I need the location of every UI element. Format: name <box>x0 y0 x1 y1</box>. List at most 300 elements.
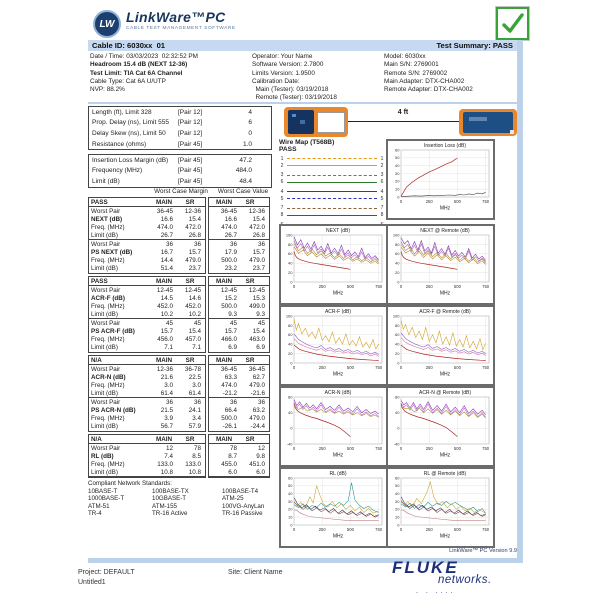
result-table <box>88 276 270 353</box>
svg-text:0: 0 <box>397 360 400 366</box>
value-cell: 0 <box>248 129 252 137</box>
value-cell: -26.1 <box>222 423 237 431</box>
svg-text:40: 40 <box>288 410 293 416</box>
divider <box>88 102 517 104</box>
table-row <box>89 344 205 352</box>
row-label: Worst Pair <box>91 286 121 294</box>
margin-box <box>88 355 206 432</box>
svg-text:20: 20 <box>288 270 293 275</box>
value-cell: 36 <box>193 241 201 249</box>
col-header: SR <box>185 277 195 285</box>
svg-text:750: 750 <box>482 284 490 289</box>
logo-name: LinkWare™PC <box>126 9 226 25</box>
wiremap-row <box>279 155 385 162</box>
svg-text:250: 250 <box>425 365 433 370</box>
pin-number: 6 <box>380 179 384 185</box>
value-cell: 61.4 <box>160 389 173 397</box>
svg-text:0: 0 <box>290 360 293 366</box>
svg-text:750: 750 <box>482 446 490 451</box>
value-cell: 45 <box>193 320 201 328</box>
value-cell: 463.0 <box>249 336 265 344</box>
table-header-row <box>89 198 205 207</box>
standard-item: 100BASE-TX <box>152 488 189 495</box>
value-cell: 8.7 <box>228 452 237 460</box>
value-cell: 479.0 <box>249 381 265 389</box>
value-cell: 499.0 <box>249 302 265 310</box>
svg-text:500: 500 <box>453 365 461 370</box>
table-row <box>209 302 269 310</box>
row-label: Limit (dB) <box>91 423 118 431</box>
fluke-logo-text: FLUKE <box>392 558 459 577</box>
row-label: Delay Skew (ns), Limit 50 <box>92 129 166 137</box>
chart-rl-remote <box>386 467 495 548</box>
svg-text:750: 750 <box>482 365 490 370</box>
main-tester-graphic <box>284 107 348 137</box>
cable-link-line <box>348 121 459 122</box>
logo-tagline: CABLE TEST MANAGEMENT SOFTWARE <box>126 26 236 31</box>
value-cell: 8.5 <box>192 452 201 460</box>
value-cell: 63.2 <box>252 407 265 415</box>
col-header: MAIN <box>155 356 173 364</box>
value-cell: 45 <box>229 320 237 328</box>
table-row <box>209 294 269 302</box>
value-box <box>208 355 270 432</box>
svg-text:40: 40 <box>395 260 400 266</box>
row-label: Insertion Loss Margin (dB) <box>92 156 169 164</box>
svg-text:30: 30 <box>395 170 400 176</box>
pin-number: 1 <box>380 155 384 162</box>
wire-line <box>287 182 377 183</box>
col-header: MAIN <box>215 277 233 285</box>
svg-text:750: 750 <box>375 446 383 451</box>
table-header-row <box>89 356 205 365</box>
table-row <box>209 215 269 223</box>
col-header: SR <box>185 356 195 364</box>
table-row <box>89 215 205 223</box>
wiremap-row <box>279 172 385 179</box>
info-line: Model: 6030xx <box>384 53 426 60</box>
svg-text:40: 40 <box>395 410 400 416</box>
svg-text:10: 10 <box>288 514 293 520</box>
svg-text:40: 40 <box>288 341 293 347</box>
col-header: MAIN <box>215 356 233 364</box>
main-tester-key <box>292 114 296 117</box>
table-row <box>89 107 271 118</box>
logo-text <box>126 10 236 31</box>
svg-text:NEXT @ Remote (dB): NEXT @ Remote (dB) <box>420 228 470 234</box>
value-cell: 3.4 <box>192 415 201 423</box>
main-tester-key <box>300 120 305 124</box>
table-row <box>89 257 205 265</box>
value-cell: 451.0 <box>249 460 265 468</box>
value-cell: 10.2 <box>188 310 201 318</box>
table-row <box>89 286 205 294</box>
value-cell: 36-78 <box>184 365 201 373</box>
svg-text:250: 250 <box>425 446 433 451</box>
table-row <box>89 365 205 373</box>
standards-grid <box>88 488 284 517</box>
svg-text:MHz: MHz <box>332 452 344 459</box>
wire-line <box>287 158 377 159</box>
svg-text:100: 100 <box>392 232 400 238</box>
chart-next <box>279 224 388 305</box>
value-cell: 66.4 <box>224 407 237 415</box>
remote-tester-led <box>510 130 514 134</box>
result-table <box>88 355 270 432</box>
svg-text:0: 0 <box>290 522 293 528</box>
col-header: SR <box>245 198 255 206</box>
value-cell: 14.4 <box>160 257 173 265</box>
info-column-middle <box>252 53 337 103</box>
table-row <box>89 302 205 310</box>
cable-length-label: 4 ft <box>397 109 409 116</box>
value-cell: 26.8 <box>188 231 201 239</box>
svg-text:Insertion Loss (dB): Insertion Loss (dB) <box>424 143 466 149</box>
svg-text:40: 40 <box>288 260 293 266</box>
row-label: Limit (dB) <box>91 468 118 476</box>
svg-text:500: 500 <box>346 527 354 532</box>
wiremap-row <box>279 162 385 169</box>
wiremap-row <box>279 212 385 219</box>
value-cell: 62.7 <box>252 373 265 381</box>
table-row <box>209 423 269 431</box>
svg-text:ACR-F @ Remote (dB): ACR-F @ Remote (dB) <box>419 309 471 315</box>
table-row <box>89 444 205 452</box>
col-header: MAIN <box>155 198 173 206</box>
standards-title: Compliant Network Standards: <box>88 480 172 487</box>
status-cell: N/A <box>91 435 102 443</box>
footer-untitled: Untitled1 <box>78 579 106 586</box>
value-cell: 15.7 <box>188 249 201 257</box>
row-label: Freq. (MHz) <box>91 415 125 423</box>
value-cell: 14.6 <box>188 294 201 302</box>
svg-text:0: 0 <box>292 284 296 289</box>
svg-text:RL @ Remote (dB): RL @ Remote (dB) <box>423 471 467 477</box>
wiremap-row <box>279 195 385 202</box>
svg-text:30: 30 <box>395 498 400 504</box>
table-row <box>89 139 271 150</box>
svg-text:MHz: MHz <box>439 205 451 212</box>
svg-text:0: 0 <box>292 365 296 370</box>
table-row <box>89 336 205 344</box>
table-row <box>209 231 269 240</box>
wire-line <box>287 175 377 176</box>
value-box <box>208 197 270 274</box>
wiremap-rows <box>279 155 385 228</box>
row-label: ACR-N (dB) <box>91 373 126 381</box>
table-row <box>209 328 269 336</box>
chart-acrf <box>279 305 388 386</box>
value-cell: 500.0 <box>221 302 237 310</box>
svg-text:40: 40 <box>288 491 293 497</box>
svg-text:0: 0 <box>397 279 400 285</box>
wire-line <box>287 198 377 199</box>
row-label: Freq. (MHz) <box>91 336 125 344</box>
info-column-right <box>384 53 473 94</box>
value-cell: 15.4 <box>252 328 265 336</box>
svg-text:250: 250 <box>318 365 326 370</box>
value-cell: 6.9 <box>228 344 237 352</box>
svg-text:MHz: MHz <box>332 371 344 378</box>
value-cell: 133.0 <box>185 460 201 468</box>
col-header: SR <box>245 356 255 364</box>
col-header: MAIN <box>215 435 233 443</box>
pin-number: 2 <box>380 162 384 169</box>
table-row <box>89 468 205 477</box>
value-cell: 3.9 <box>164 415 173 423</box>
svg-text:80: 80 <box>395 322 400 328</box>
value-cell: 12 <box>165 444 173 452</box>
row-label: Limit (dB) <box>91 389 118 397</box>
value-cell: 9.3 <box>228 310 237 318</box>
value-cell: 133.0 <box>157 460 173 468</box>
svg-text:60: 60 <box>395 475 400 481</box>
svg-text:30: 30 <box>288 498 293 504</box>
table-row <box>89 265 205 273</box>
value-cell: 56.7 <box>160 423 173 431</box>
value-cell: 36 <box>193 399 201 407</box>
table-header-row <box>209 356 269 365</box>
standard-item: ATM-51 <box>88 502 110 510</box>
software-version-label: LinkWare™ PC Version 9.9 <box>449 548 517 554</box>
value-cell: 36-45 <box>156 207 173 215</box>
table-row <box>209 344 269 352</box>
col-header: MAIN <box>155 435 173 443</box>
value-cell: 10.8 <box>188 468 201 476</box>
svg-text:20: 20 <box>288 506 293 512</box>
standard-item: 100BASE-T4 <box>222 488 259 495</box>
pin-number: 8 <box>280 212 284 218</box>
wiremap-row <box>279 179 385 186</box>
table-row <box>89 223 205 231</box>
value-cell: 22.5 <box>188 373 201 381</box>
chart-acrn-remote <box>386 386 495 467</box>
remote-tester-graphic <box>459 109 517 136</box>
value-cell: 26.7 <box>224 231 237 239</box>
row-label: ACR-F (dB) <box>91 294 125 302</box>
value-cell: 472.0 <box>249 223 265 231</box>
main-tester-display <box>317 112 345 133</box>
value-cell: -21.6 <box>250 389 265 397</box>
svg-text:80: 80 <box>395 394 400 400</box>
svg-text:MHz: MHz <box>439 290 451 297</box>
value-cell: 479.0 <box>249 257 265 265</box>
svg-text:60: 60 <box>288 251 293 257</box>
table-row <box>89 389 205 398</box>
value-cell: 9.3 <box>256 310 265 318</box>
svg-text:50: 50 <box>288 483 293 489</box>
svg-text:MHz: MHz <box>439 452 451 459</box>
row-label: Frequency (MHz) <box>92 167 143 175</box>
page-edge-band <box>517 40 523 563</box>
logo-abbrev: LW <box>99 18 115 30</box>
svg-text:80: 80 <box>288 394 293 400</box>
value-cell: 36-45 <box>220 365 237 373</box>
svg-text:NEXT (dB): NEXT (dB) <box>325 228 351 234</box>
value-cell: 479.0 <box>249 415 265 423</box>
svg-text:500: 500 <box>346 365 354 370</box>
value-cell: 500.0 <box>221 257 237 265</box>
table-row <box>209 389 269 398</box>
value-cell: 12-36 <box>156 365 173 373</box>
row-label: Freq. (MHz) <box>91 302 125 310</box>
standard-item: 10GBASE-T <box>152 495 187 503</box>
row-label: Limit (dB) <box>91 344 118 352</box>
value-cell: 36 <box>165 399 173 407</box>
svg-text:40: 40 <box>395 491 400 497</box>
info-line: Remote (Tester): 03/19/2018 <box>252 94 337 102</box>
value-cell: 7.1 <box>192 344 201 352</box>
value-cell: 12-45 <box>156 286 173 294</box>
col-header: SR <box>245 435 255 443</box>
wire-line <box>287 208 377 209</box>
chart-acrf-remote <box>386 305 495 386</box>
value-cell: -21.2 <box>222 389 237 397</box>
table-row <box>89 423 205 431</box>
table-row <box>209 468 269 477</box>
value-cell: 15.7 <box>224 328 237 336</box>
summary-table <box>88 154 272 188</box>
value-cell: 12-45 <box>220 286 237 294</box>
svg-text:500: 500 <box>346 284 354 289</box>
table-row <box>89 460 205 468</box>
svg-text:RL (dB): RL (dB) <box>329 471 347 477</box>
pin-number: 3 <box>380 172 384 178</box>
value-cell: 15.7 <box>252 249 265 257</box>
value-cell: 455.0 <box>221 460 237 468</box>
row-label: Length (ft), Limit 328 <box>92 108 152 116</box>
pin-number: 4 <box>280 188 284 195</box>
wire-line <box>287 191 377 192</box>
wiremap-row <box>279 205 385 212</box>
svg-text:20: 20 <box>395 506 400 512</box>
value-cell: 26.8 <box>252 231 265 239</box>
table-row <box>89 319 205 327</box>
linkware-logo <box>93 10 236 38</box>
table-header-row <box>209 435 269 444</box>
info-line: Main (Tester): 03/19/2018 <box>252 86 329 94</box>
table-row <box>209 249 269 257</box>
svg-text:ACR-N (dB): ACR-N (dB) <box>324 390 352 396</box>
value-cell: 16.6 <box>224 215 237 223</box>
value-cell: 47.2 <box>239 156 252 164</box>
pin-number: 8 <box>380 212 384 218</box>
pair-cell: [Pair 45] <box>178 177 203 185</box>
value-cell: 26.7 <box>160 231 173 239</box>
col-header: MAIN <box>215 198 233 206</box>
svg-text:250: 250 <box>318 446 326 451</box>
table-row <box>89 294 205 302</box>
svg-text:MHz: MHz <box>439 371 451 378</box>
standard-item: 10BASE-T <box>88 488 118 495</box>
value-cell: 23.7 <box>252 265 265 273</box>
value-cell: 57.9 <box>188 423 201 431</box>
value-cell: 456.0 <box>157 336 173 344</box>
value-cell: 479.0 <box>185 257 201 265</box>
table-row <box>89 207 205 215</box>
svg-text:0: 0 <box>399 446 403 451</box>
svg-text:60: 60 <box>395 147 400 153</box>
table-row <box>209 365 269 373</box>
svg-text:100: 100 <box>392 313 400 319</box>
footer-project: Project: DEFAULT <box>78 569 135 576</box>
value-cell: 16.6 <box>160 215 173 223</box>
info-line: Operator: Your Name <box>252 53 313 60</box>
table-row <box>89 373 205 381</box>
value-cell: 12 <box>257 444 265 452</box>
svg-text:20: 20 <box>395 178 400 184</box>
row-label: Freq. (MHz) <box>91 223 125 231</box>
table-header-row <box>209 277 269 286</box>
row-label: Prop. Delay (ns), Limit 555 <box>92 119 169 127</box>
table-row <box>89 166 271 177</box>
table-row <box>209 415 269 423</box>
svg-text:250: 250 <box>425 284 433 289</box>
value-cell: 457.0 <box>185 336 201 344</box>
value-cell: 36-45 <box>220 207 237 215</box>
table-row <box>209 240 269 248</box>
standard-item: TR-4 <box>88 509 102 517</box>
fluke-networks-logo <box>392 558 522 595</box>
value-cell: 36 <box>229 399 237 407</box>
pin-number: 5 <box>280 195 284 202</box>
value-cell: 15.2 <box>224 294 237 302</box>
value-cell: 1.0 <box>242 140 252 148</box>
fluke-networks-text: networks. <box>438 574 492 586</box>
margin-box <box>88 434 206 478</box>
standard-item: 100VG-AnyLan <box>222 502 265 510</box>
svg-text:80: 80 <box>288 241 293 247</box>
svg-text:0: 0 <box>397 194 400 200</box>
svg-text:0: 0 <box>399 527 403 532</box>
worst-case-margin-header: Worst Case Margin <box>154 188 208 195</box>
value-cell: 9.8 <box>256 452 265 460</box>
pair-cell: [Pair 12] <box>178 119 203 127</box>
chart-acrn <box>279 386 388 467</box>
svg-text:MHz: MHz <box>332 290 344 297</box>
svg-text:0: 0 <box>399 365 403 370</box>
value-cell: 24.1 <box>188 407 201 415</box>
info-line: Cable Type: Cat 6A U/UTP <box>90 77 166 85</box>
table-row <box>89 155 271 166</box>
table-row <box>89 176 271 187</box>
col-header: MAIN <box>155 277 173 285</box>
svg-text:250: 250 <box>318 527 326 532</box>
table-row <box>209 460 269 468</box>
value-cell: 15.7 <box>160 328 173 336</box>
col-header: SR <box>245 277 255 285</box>
value-cell: 36 <box>257 399 265 407</box>
status-cell: N/A <box>91 356 102 364</box>
table-row <box>89 249 205 257</box>
table-row <box>209 257 269 265</box>
svg-text:60: 60 <box>288 332 293 338</box>
wire-line <box>287 165 377 166</box>
pair-cell: [Pair 12] <box>178 108 203 116</box>
table-row <box>89 407 205 415</box>
value-cell: 484.0 <box>235 167 252 175</box>
chart-insertion-loss <box>386 139 495 220</box>
row-label: Limit (dB) <box>91 310 118 318</box>
row-label: Worst Pair <box>91 399 121 407</box>
table-row <box>209 398 269 406</box>
pin-number: 7 <box>280 205 284 211</box>
row-label: PS NEXT (dB) <box>91 249 133 257</box>
info-line: NVP: 88.2% <box>90 86 125 94</box>
pair-cell: [Pair 45] <box>178 156 203 164</box>
info-line: Remote Adapter: DTX-CHA002 <box>384 86 473 94</box>
svg-text:0: 0 <box>399 199 403 204</box>
